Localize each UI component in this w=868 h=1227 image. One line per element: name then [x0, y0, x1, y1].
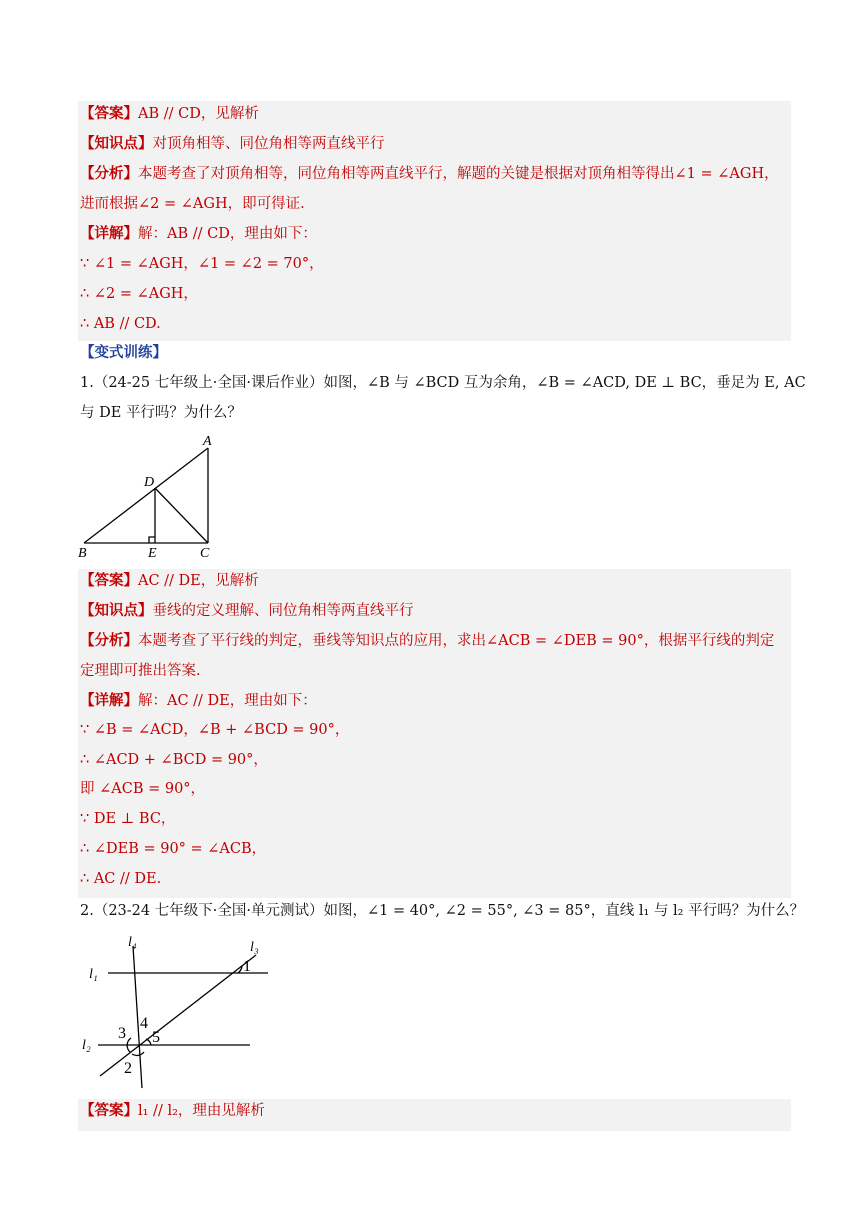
proof-step: ∵ ∠1 = ∠AGH，∠1 = ∠2 = 70°，	[80, 256, 324, 272]
angle-label-4: 4	[140, 1015, 148, 1032]
answer-line: 【答案】AB // CD，见解析	[80, 105, 259, 122]
proof-step: 即 ∠ACB = 90°，	[80, 781, 206, 797]
label-c: C	[200, 546, 210, 561]
label-l1: l₁	[89, 967, 98, 982]
segment-dc	[155, 488, 208, 543]
angle-label-5: 5	[152, 1029, 160, 1046]
right-angle-mark	[149, 537, 155, 543]
answer-line: 【答案】l₁ // l₂，理由见解析	[80, 1102, 265, 1119]
label-l3: l₃	[250, 940, 259, 955]
question-1-line-1: 1.（24-25 七年级上·全国·课后作业）如图，∠B 与 ∠BCD 互为余角，∠B = ∠ACD, DE ⊥ BC，垂足为 E, AC	[80, 375, 806, 391]
angle-label-2: 2	[124, 1060, 132, 1077]
knowledge-point-line: 【知识点】垂线的定义理解、同位角相等两直线平行	[80, 602, 414, 619]
proof-step: ∴ AC // DE.	[80, 871, 162, 887]
knowledge-point-line: 【知识点】对顶角相等、同位角相等两直线平行	[80, 135, 385, 152]
parallel-lines-figure	[78, 928, 278, 1090]
proof-step: ∴ ∠2 = ∠AGH，	[80, 286, 198, 302]
section-title: 【变式训练】	[80, 344, 167, 361]
segment-ba	[84, 448, 208, 543]
label-e: E	[148, 546, 157, 561]
label-b: B	[78, 546, 87, 561]
label-a: A	[203, 434, 212, 449]
triangle-figure	[76, 430, 226, 562]
proof-step: ∴ ∠ACD + ∠BCD = 90°，	[80, 752, 268, 768]
angle-2-arc	[132, 1052, 144, 1055]
analysis-line-2: 进而根据∠2 = ∠AGH，即可得证.	[80, 196, 305, 212]
analysis-line-2: 定理即可推出答案.	[80, 663, 201, 679]
detail-line: 【详解】解：AC // DE，理由如下：	[80, 692, 317, 709]
label-d: D	[144, 475, 155, 490]
label-l2: l₂	[82, 1038, 91, 1053]
proof-step: ∵ DE ⊥ BC，	[80, 811, 176, 827]
analysis-line: 【分析】本题考查了对顶角相等，同位角相等两直线平行，解题的关键是根据对顶角相等得出∠1 = ∠AGH，	[80, 165, 779, 182]
angle-label-3: 3	[118, 1025, 126, 1042]
question-1-line-2: 与 DE 平行吗？为什么？	[80, 405, 242, 421]
angle-5-arc	[146, 1039, 151, 1045]
proof-step: ∴ AB // CD.	[80, 316, 161, 332]
answer-line: 【答案】AC // DE，见解析	[80, 572, 259, 589]
angle-label-1: 1	[243, 958, 251, 975]
proof-step: ∴ ∠DEB = 90° = ∠ACB，	[80, 841, 267, 857]
proof-step: ∵ ∠B = ∠ACD，∠B + ∠BCD = 90°，	[80, 722, 350, 738]
label-l4: l₄	[128, 935, 137, 950]
question-2-line-1: 2.（23-24 七年级下·全国·单元测试）如图，∠1 = 40°, ∠2 = 55°, ∠3 = 85°，直线 l₁ 与 l₂ 平行吗？为什么？	[80, 903, 805, 919]
analysis-line: 【分析】本题考查了平行线的判定，垂线等知识点的应用，求出∠ACB = ∠DEB = 90°，根据平行线的判定	[80, 632, 775, 649]
detail-line: 【详解】解：AB // CD，理由如下：	[80, 225, 317, 242]
